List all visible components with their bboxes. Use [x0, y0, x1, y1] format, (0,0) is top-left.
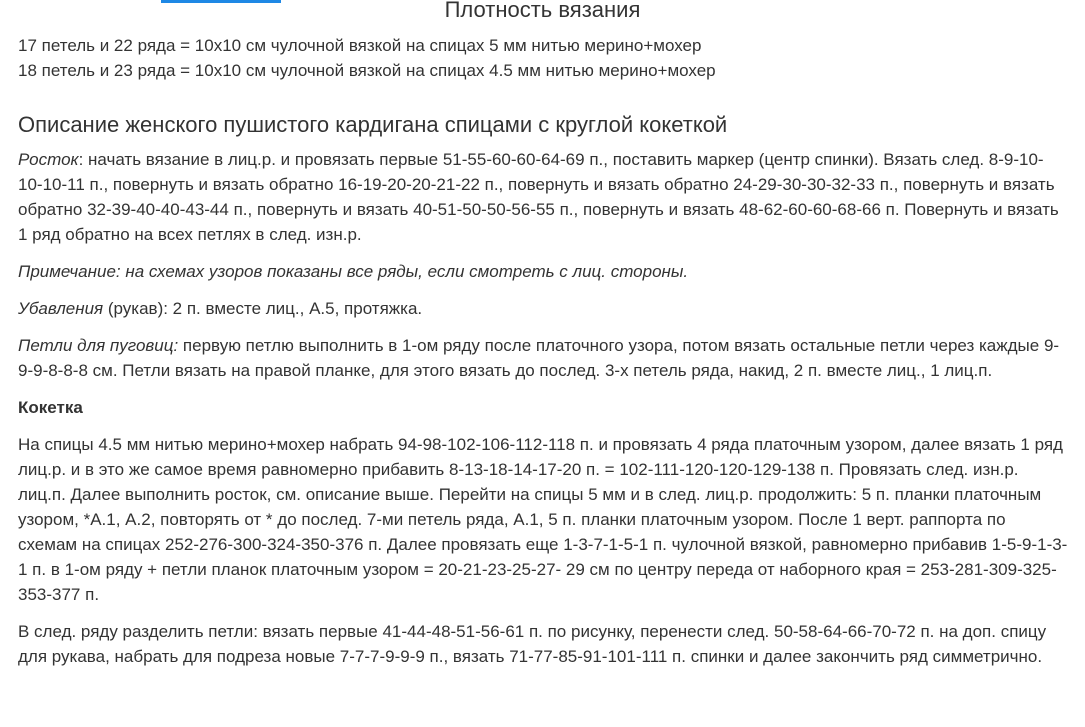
buttonholes-text: первую петлю выполнить в 1-ом ряду после платочного узора, потом вязать остальные петли через каждые 9-9-9-8-8-8 см. Петли вязать на правой планке, для этого вязать до послед. 3-х петель ряда, накид, 2 п. вместе лиц., 1 лиц.п.	[18, 336, 1060, 380]
article-content	[18, 33, 1068, 681]
yoke-paragraph: На спицы 4.5 мм нитью мерино+мохер набрать 94-98-102-106-112-118 п. и провязать 4 ряда платочным узором, далее вязать 1 ряд лиц.р. и в это же самое время равномерно прибавить 8-13-18-14-17-20 п. = 102-111-120-120-129-138 п. Провязать след. изн.р. лиц.п. Далее выполнить росток, см. описание выше. Перейти на спицы 5 мм и в след. лиц.р. продолжить: 5 п. планки платочным узором, *А.1, А.2, повторять от * до послед. 7-ми петель ряда, А.1, 5 п. планки платочным узором. После 1 верт. раппорта по схемам на спицах 252-276-300-324-350-376 п. Далее провязать еще 1-3-7-1-5-1 п. чулочной вязкой, равномерно прибавив 1-5-9-1-3-1 п. в 1-ом ряду + петли планок платочным узором = 20-21-23-25-27- 29 см по центру переда от наборного края = 253-281-309-325-353-377 п.	[18, 435, 1068, 604]
rostok-paragraph	[18, 147, 1068, 247]
decrease-paragraph	[18, 296, 1068, 321]
density-line-2: 18 петель и 23 ряда = 10х10 см чулочной вязкой на спицах 4.5 мм нитью мерино+мохер	[18, 61, 716, 80]
rostok-label: Росток	[18, 150, 79, 169]
yoke-heading: Кокетка	[18, 398, 83, 417]
density-title: Плотность вязания	[444, 0, 641, 22]
description-heading: Описание женского пушистого кардигана спицами с круглой кокеткой	[18, 112, 728, 137]
density-block	[18, 33, 1068, 83]
note-paragraph: Примечание: на схемах узоров показаны все ряды, если смотреть с лиц. стороны.	[18, 262, 689, 281]
split-paragraph: В след. ряду разделить петли: вязать первые 41-44-48-51-56-61 п. по рисунку, перенести след. 50-58-64-66-70-72 п. на доп. спицу для рукава, набрать для подреза новые 7-7-7-9-9-9 п., вязать 71-77-85-91-101-111 п. спинки и далее закончить ряд симметрично.	[18, 622, 1047, 666]
decrease-label: Убавления	[18, 299, 104, 318]
density-line-1: 17 петель и 22 ряда = 10х10 см чулочной вязкой на спицах 5 мм нитью мерино+мохер	[18, 36, 702, 55]
rostok-text: : начать вязание в лиц.р. и провязать первые 51-55-60-60-64-69 п., поставить маркер (центр спинки). Вязать след. 8-9-10-10-10-11 п., повернуть и вязать обратно 16-19-20-20-21-22 п., повернуть и вязать обратно 24-29-30-30-32-33 п., повернуть и вязать обратно 32-39-40-40-43-44 п., повернуть и вязать 40-51-50-50-56-55 п., повернуть и вязать 48-62-60-60-68-66 п. Повернуть и вязать 1 ряд обратно на всех петлях в след. изн.р.	[18, 150, 1059, 244]
buttonholes-label: Петли для пуговиц:	[18, 336, 179, 355]
buttonholes-paragraph	[18, 333, 1068, 383]
decrease-text: (рукав): 2 п. вместе лиц., А.5, протяжка.	[103, 299, 423, 318]
